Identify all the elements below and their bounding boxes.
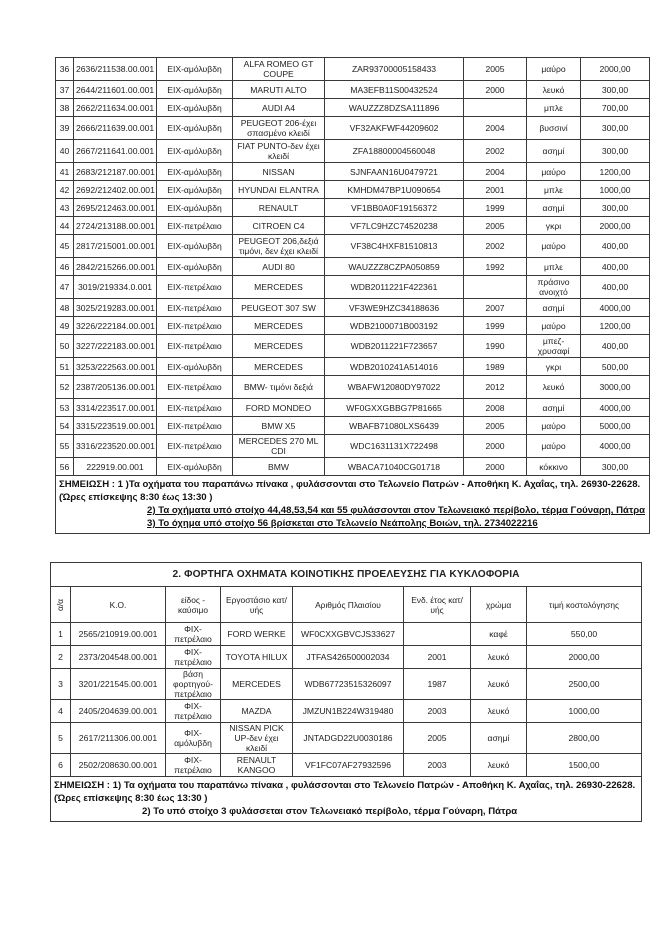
cell-year: 2007 xyxy=(464,299,527,317)
cell-ko: 3315/223519.00.001 xyxy=(74,417,157,435)
cell-type: ΕΙΧ-πετρέλαιο xyxy=(157,317,233,335)
table-row xyxy=(51,623,642,646)
table2-title-row xyxy=(51,563,642,587)
cell-ko: 2387/205136.00.001 xyxy=(74,376,157,399)
table-row xyxy=(56,58,650,81)
vehicles-table-body xyxy=(56,58,650,476)
cell-vin: JMZUN1B224W319480 xyxy=(293,700,404,723)
cell-aa: 37 xyxy=(56,81,74,99)
cell-price: 1200,00 xyxy=(581,163,650,181)
cell-color: μπεζ-χρυσαφί xyxy=(527,335,581,358)
cell-year: 2005 xyxy=(404,723,471,754)
cell-color: ασημί xyxy=(527,399,581,417)
cell-color: λευκό xyxy=(471,646,527,669)
table-row xyxy=(56,81,650,99)
cell-ko: 2695/212463.00.001 xyxy=(74,199,157,217)
cell-year: 1989 xyxy=(464,358,527,376)
cell-make: MERCEDES xyxy=(221,669,293,700)
cell-ko: 3314/223517.00.001 xyxy=(74,399,157,417)
cell-make: PEUGEOT 307 SW xyxy=(233,299,325,317)
cell-make: HYUNDAI ELANTRA xyxy=(233,181,325,199)
cell-color: λευκό xyxy=(527,81,581,99)
cell-aa: 51 xyxy=(56,358,74,376)
table-row xyxy=(56,199,650,217)
cell-make: MERCEDES 270 ML CDI xyxy=(233,435,325,458)
cell-color: πράσινο ανοιχτό xyxy=(527,276,581,299)
cell-type: ΕΙΧ-πετρέλαιο xyxy=(157,417,233,435)
table-row xyxy=(56,458,650,476)
cell-ko: 2692/212402.00.001 xyxy=(74,181,157,199)
cell-ko: 2565/210919.00.001 xyxy=(71,623,166,646)
table-row xyxy=(56,235,650,258)
cell-vin: WAUZZZ8DZSA111896 xyxy=(325,99,464,117)
cell-aa: 36 xyxy=(56,58,74,81)
cell-ko: 2644/211601.00.001 xyxy=(74,81,157,99)
cell-vin: JNTADGD22U0030186 xyxy=(293,723,404,754)
cell-year: 2002 xyxy=(464,235,527,258)
cell-price: 1200,00 xyxy=(581,317,650,335)
cell-price: 400,00 xyxy=(581,235,650,258)
cell-ko: 3316/223520.00.001 xyxy=(74,435,157,458)
table1-notes xyxy=(56,476,650,534)
cell-aa: 55 xyxy=(56,435,74,458)
header-aa: α/α xyxy=(51,587,71,623)
cell-aa: 52 xyxy=(56,376,74,399)
table-row xyxy=(56,399,650,417)
cell-vin: WDB2011221F422361 xyxy=(325,276,464,299)
cell-make: FORD WERKE xyxy=(221,623,293,646)
table2-notes xyxy=(51,777,642,822)
cell-color: λευκό xyxy=(471,700,527,723)
cell-price: 300,00 xyxy=(581,199,650,217)
cell-year: 1999 xyxy=(464,199,527,217)
cell-vin: VF38C4HXF81510813 xyxy=(325,235,464,258)
cell-vin: WBACA71040CG01718 xyxy=(325,458,464,476)
cell-vin: ZAR93700005158433 xyxy=(325,58,464,81)
cell-type: ΕΙΧ-πετρέλαιο xyxy=(157,299,233,317)
cell-aa: 53 xyxy=(56,399,74,417)
header-make: Εργοστάσιο κατ/υής xyxy=(221,587,293,623)
cell-aa: 46 xyxy=(56,258,74,276)
cell-ko: 3227/222183.00.001 xyxy=(74,335,157,358)
cell-make: NISSAN PICK UP-δεν έχει κλειδί xyxy=(221,723,293,754)
cell-type: ΕΙΧ-αμόλυβδη xyxy=(157,199,233,217)
note-2: 2) Τα οχήματα υπό στοίχο 44,48,53,54 και 55 φυλάσσονται στον Τελωνειακό περίβολο, τέρμα Γούναρη, Πάτρα xyxy=(147,505,646,516)
cell-type: ΕΙΧ-αμόλυβδη xyxy=(157,258,233,276)
vehicles-table-passenger-cars xyxy=(55,57,650,534)
cell-price: 4000,00 xyxy=(581,399,650,417)
cell-make: MERCEDES xyxy=(233,317,325,335)
cell-type: ΕΙΧ-πετρέλαιο xyxy=(157,276,233,299)
cell-vin: VF1BB0A0F19156372 xyxy=(325,199,464,217)
cell-type: ΦΙΧ-πετρέλαιο xyxy=(166,700,221,723)
table-row xyxy=(51,723,642,754)
cell-color: ασημί xyxy=(471,723,527,754)
header-ko: Κ.Ο. xyxy=(71,587,166,623)
cell-aa: 1 xyxy=(51,623,71,646)
table-row xyxy=(56,417,650,435)
cell-year: 2000 xyxy=(464,435,527,458)
cell-price: 3000,00 xyxy=(581,376,650,399)
cell-vin: SJNFAAN16U0479721 xyxy=(325,163,464,181)
cell-make: CITROEN C4 xyxy=(233,217,325,235)
cell-color: καφέ xyxy=(471,623,527,646)
table-row xyxy=(56,258,650,276)
note-1: ΣΗΜΕΙΩΣΗ : 1 )Τα οχήματα του παραπάνω πίνακα , φυλάσσονται στο Τελωνείο Πατρών - Αποθήκη Κ. Αχαΐας, τηλ. 26930-22628. (Ώρες επίσκεψης 8:30 έως 13:30 ) xyxy=(59,479,641,503)
header-type: είδος - καύσιμο xyxy=(166,587,221,623)
cell-type: ΕΙΧ-πετρέλαιο xyxy=(157,399,233,417)
cell-vin: WF0GXXGBBG7P81665 xyxy=(325,399,464,417)
notes-row xyxy=(56,476,650,534)
cell-year: 2008 xyxy=(464,399,527,417)
cell-color: μαύρο xyxy=(527,58,581,81)
cell-type: ΕΙΧ-αμόλυβδη xyxy=(157,358,233,376)
cell-aa: 5 xyxy=(51,723,71,754)
cell-year: 2000 xyxy=(464,458,527,476)
cell-color: μαύρο xyxy=(527,317,581,335)
cell-make: ALFA ROMEO GT COUPE xyxy=(233,58,325,81)
cell-price: 1000,00 xyxy=(527,700,642,723)
cell-vin: KMHDM47BP1U090654 xyxy=(325,181,464,199)
cell-price: 300,00 xyxy=(581,117,650,140)
cell-make: AUDI 80 xyxy=(233,258,325,276)
cell-year: 2001 xyxy=(464,181,527,199)
cell-make: MERCEDES xyxy=(233,335,325,358)
cell-ko: 2842/215266.00.001 xyxy=(74,258,157,276)
cell-make: FORD MONDEO xyxy=(233,399,325,417)
cell-year: 2012 xyxy=(464,376,527,399)
cell-vin: WDB2011221F723657 xyxy=(325,335,464,358)
cell-type: ΕΙΧ-πετρέλαιο xyxy=(157,376,233,399)
cell-price: 1000,00 xyxy=(581,181,650,199)
cell-year: 2003 xyxy=(404,700,471,723)
cell-make: RENAULT KANGOO xyxy=(221,754,293,777)
cell-vin: VF32AKFWF44209602 xyxy=(325,117,464,140)
cell-ko: 2666/211639.00.001 xyxy=(74,117,157,140)
cell-aa: 39 xyxy=(56,117,74,140)
cell-year: 1999 xyxy=(464,317,527,335)
table-row xyxy=(56,376,650,399)
table-row xyxy=(56,99,650,117)
cell-color: βυσσινί xyxy=(527,117,581,140)
notes-row xyxy=(51,777,642,822)
cell-ko: 2724/213188.00.001 xyxy=(74,217,157,235)
cell-price: 550,00 xyxy=(527,623,642,646)
cell-color: γκρι xyxy=(527,358,581,376)
cell-vin: WDC1631131X722498 xyxy=(325,435,464,458)
table-row xyxy=(56,299,650,317)
cell-price: 2000,00 xyxy=(581,58,650,81)
cell-aa: 42 xyxy=(56,181,74,199)
cell-make: AUDI A4 xyxy=(233,99,325,117)
cell-vin: JTFAS426500002034 xyxy=(293,646,404,669)
cell-year: 2005 xyxy=(464,217,527,235)
cell-price: 2000,00 xyxy=(581,217,650,235)
cell-aa: 2 xyxy=(51,646,71,669)
cell-type: ΕΙΧ-αμόλυβδη xyxy=(157,235,233,258)
cell-year: 2000 xyxy=(464,81,527,99)
cell-ko: 2617/211306.00.001 xyxy=(71,723,166,754)
header-vin: Αριθμός Πλαισίου xyxy=(293,587,404,623)
cell-price: 2500,00 xyxy=(527,669,642,700)
vehicles-table-trucks xyxy=(50,562,642,822)
cell-year: 2005 xyxy=(464,417,527,435)
cell-aa: 3 xyxy=(51,669,71,700)
cell-price: 700,00 xyxy=(581,99,650,117)
cell-vin: VF1FC07AF27932596 xyxy=(293,754,404,777)
cell-ko: 3201/221545.00.001 xyxy=(71,669,166,700)
cell-type: ΦΙΧ-πετρέλαιο xyxy=(166,646,221,669)
cell-color: μπλε xyxy=(527,181,581,199)
cell-aa: 45 xyxy=(56,235,74,258)
cell-type: ΕΙΧ-αμόλυβδη xyxy=(157,163,233,181)
cell-vin: WBAFB71080LXS6439 xyxy=(325,417,464,435)
cell-ko: 3253/222563.00.001 xyxy=(74,358,157,376)
table-row xyxy=(51,700,642,723)
note-3: 3) Το όχημα υπό στοίχο 56 βρίσκεται στο Τελωνείο Νεάπολης Βοιών, τηλ. 2734022216 xyxy=(147,518,538,529)
cell-color: κόκκινο xyxy=(527,458,581,476)
table-row xyxy=(56,117,650,140)
cell-vin: VF3WE9HZC34188636 xyxy=(325,299,464,317)
cell-type: ΦΙΧ-αμόλυβδη xyxy=(166,723,221,754)
cell-vin: WDB2100071B003192 xyxy=(325,317,464,335)
cell-year: 2002 xyxy=(464,140,527,163)
cell-make: MERCEDES xyxy=(233,276,325,299)
cell-ko: 2636/211538.00.001 xyxy=(74,58,157,81)
cell-make: PEUGEOT 206-έχει σπασμένο κλειδί xyxy=(233,117,325,140)
header-year: Ενδ. έτος κατ/υής xyxy=(404,587,471,623)
cell-color: λευκό xyxy=(471,669,527,700)
cell-type: ΕΙΧ-αμόλυβδη xyxy=(157,181,233,199)
table2-header-row xyxy=(51,587,642,623)
cell-aa: 48 xyxy=(56,299,74,317)
cell-year: 2001 xyxy=(404,646,471,669)
table2-title: 2. ΦΟΡΤΗΓΑ ΟΧΗΜΑΤΑ ΚΟΙΝΟΤΙΚΗΣ ΠΡΟΕΛΕΥΣΗΣ ΓΙΑ ΚΥΚΛΟΦΟΡΙΑ xyxy=(51,563,642,587)
cell-type: ΕΙΧ-αμόλυβδη xyxy=(157,58,233,81)
cell-price: 300,00 xyxy=(581,81,650,99)
header-color: χρώμα xyxy=(471,587,527,623)
cell-make: MERCEDES xyxy=(233,358,325,376)
cell-ko: 222919.00.001 xyxy=(74,458,157,476)
cell-aa: 6 xyxy=(51,754,71,777)
cell-type: ΕΙΧ-πετρέλαιο xyxy=(157,435,233,458)
cell-type: ΦΙΧ-πετρέλαιο xyxy=(166,754,221,777)
cell-make: MARUTI ALTO xyxy=(233,81,325,99)
cell-type: ΕΙΧ-αμόλυβδη xyxy=(157,117,233,140)
table-row xyxy=(56,358,650,376)
cell-aa: 40 xyxy=(56,140,74,163)
table-row xyxy=(56,317,650,335)
cell-type: ΕΙΧ-πετρέλαιο xyxy=(157,217,233,235)
cell-price: 2000,00 xyxy=(527,646,642,669)
cell-price: 500,00 xyxy=(581,358,650,376)
cell-vin: WDB67723515326097 xyxy=(293,669,404,700)
table-row xyxy=(56,140,650,163)
cell-year xyxy=(404,623,471,646)
cell-price: 5000,00 xyxy=(581,417,650,435)
cell-ko: 2662/211634.00.001 xyxy=(74,99,157,117)
cell-ko: 3025/219283.00.001 xyxy=(74,299,157,317)
table-row xyxy=(56,276,650,299)
cell-color: ασημί xyxy=(527,199,581,217)
cell-vin: WAUZZZ8CZPA050859 xyxy=(325,258,464,276)
cell-year: 1987 xyxy=(404,669,471,700)
cell-year xyxy=(464,99,527,117)
cell-make: FIAT PUNTO-δεν έχει κλειδί xyxy=(233,140,325,163)
cell-vin: MA3EFB11S00432524 xyxy=(325,81,464,99)
cell-aa: 47 xyxy=(56,276,74,299)
cell-make: PEUGEOT 206,δεξιά τιμόνι, δεν έχει κλειδί xyxy=(233,235,325,258)
cell-vin: VF7LC9HZC74520238 xyxy=(325,217,464,235)
cell-aa: 54 xyxy=(56,417,74,435)
cell-type: βάση φορτηγού-πετρέλαιο xyxy=(166,669,221,700)
cell-color: μαύρο xyxy=(527,163,581,181)
cell-type: ΕΙΧ-αμόλυβδη xyxy=(157,140,233,163)
table-row xyxy=(56,181,650,199)
table-row xyxy=(56,335,650,358)
cell-ko: 2667/211641.00.001 xyxy=(74,140,157,163)
cell-aa: 41 xyxy=(56,163,74,181)
cell-color: λευκό xyxy=(471,754,527,777)
cell-color: μαύρο xyxy=(527,435,581,458)
cell-make: RENAULT xyxy=(233,199,325,217)
cell-type: ΕΙΧ-αμόλυβδη xyxy=(157,81,233,99)
cell-aa: 50 xyxy=(56,335,74,358)
cell-price: 400,00 xyxy=(581,276,650,299)
cell-price: 400,00 xyxy=(581,258,650,276)
cell-aa: 38 xyxy=(56,99,74,117)
cell-make: MAZDA xyxy=(221,700,293,723)
cell-type: ΕΙΧ-πετρέλαιο xyxy=(157,335,233,358)
cell-ko: 2373/204548.00.001 xyxy=(71,646,166,669)
cell-price: 400,00 xyxy=(581,335,650,358)
cell-year: 2005 xyxy=(464,58,527,81)
cell-color: γκρι xyxy=(527,217,581,235)
table-row xyxy=(56,163,650,181)
cell-year: 2003 xyxy=(404,754,471,777)
cell-ko: 2405/204639.00.001 xyxy=(71,700,166,723)
cell-color: ασημί xyxy=(527,140,581,163)
cell-vin: ZFA18800004560048 xyxy=(325,140,464,163)
cell-aa: 4 xyxy=(51,700,71,723)
cell-color: λευκό xyxy=(527,376,581,399)
cell-price: 1500,00 xyxy=(527,754,642,777)
cell-price: 4000,00 xyxy=(581,299,650,317)
cell-color: μαύρο xyxy=(527,235,581,258)
cell-color: ασημί xyxy=(527,299,581,317)
cell-make: TOYOTA HILUX xyxy=(221,646,293,669)
cell-year: 1992 xyxy=(464,258,527,276)
note-1: ΣΗΜΕΙΩΣΗ : 1) Τα οχήματα του παραπάνω πίνακα , φυλάσσονται στο Τελωνείο Πατρών - Αποθήκη Κ. Αχαΐας, τηλ. 26930-22628. (Ώρες επίσκεψης 8:30 έως 13:30 ) xyxy=(54,780,636,804)
cell-price: 2800,00 xyxy=(527,723,642,754)
cell-year: 1990 xyxy=(464,335,527,358)
cell-vin: WBAFW12080DY97022 xyxy=(325,376,464,399)
cell-color: μπλε xyxy=(527,99,581,117)
cell-make: BMW xyxy=(233,458,325,476)
table-row xyxy=(51,754,642,777)
cell-make: NISSAN xyxy=(233,163,325,181)
cell-make: BMW X5 xyxy=(233,417,325,435)
table-row xyxy=(56,217,650,235)
cell-ko: 3019/219334.0.001 xyxy=(74,276,157,299)
cell-price: 4000,00 xyxy=(581,435,650,458)
cell-year: 2004 xyxy=(464,117,527,140)
trucks-table-body xyxy=(51,623,642,777)
cell-ko: 2817/215001.00.001 xyxy=(74,235,157,258)
cell-ko: 3226/222184.00.001 xyxy=(74,317,157,335)
cell-price: 300,00 xyxy=(581,458,650,476)
table-row xyxy=(51,646,642,669)
cell-type: ΕΙΧ-αμόλυβδη xyxy=(157,99,233,117)
cell-year: 2004 xyxy=(464,163,527,181)
cell-aa: 44 xyxy=(56,217,74,235)
table-row xyxy=(56,435,650,458)
cell-color: μαύρο xyxy=(527,417,581,435)
cell-vin: WDB2010241A514016 xyxy=(325,358,464,376)
cell-ko: 2683/212187.00.001 xyxy=(74,163,157,181)
table-row xyxy=(51,669,642,700)
cell-aa: 56 xyxy=(56,458,74,476)
cell-type: ΕΙΧ-αμόλυβδη xyxy=(157,458,233,476)
note-2: 2) Το υπό στοίχο 3 φυλάσσεται στον Τελωνειακό περίβολο, τέρμα Γούναρη, Πάτρα xyxy=(142,806,518,817)
header-price: τιμή κοστολόγησης xyxy=(527,587,642,623)
cell-make: BMW- τιμόνι δεξιά xyxy=(233,376,325,399)
cell-price: 300,00 xyxy=(581,140,650,163)
cell-ko: 2502/208630.00.001 xyxy=(71,754,166,777)
cell-type: ΦΙΧ-πετρέλαιο xyxy=(166,623,221,646)
cell-year xyxy=(464,276,527,299)
cell-aa: 43 xyxy=(56,199,74,217)
cell-color: μπλε xyxy=(527,258,581,276)
cell-vin: WF0CXXGBVCJS33627 xyxy=(293,623,404,646)
cell-aa: 49 xyxy=(56,317,74,335)
